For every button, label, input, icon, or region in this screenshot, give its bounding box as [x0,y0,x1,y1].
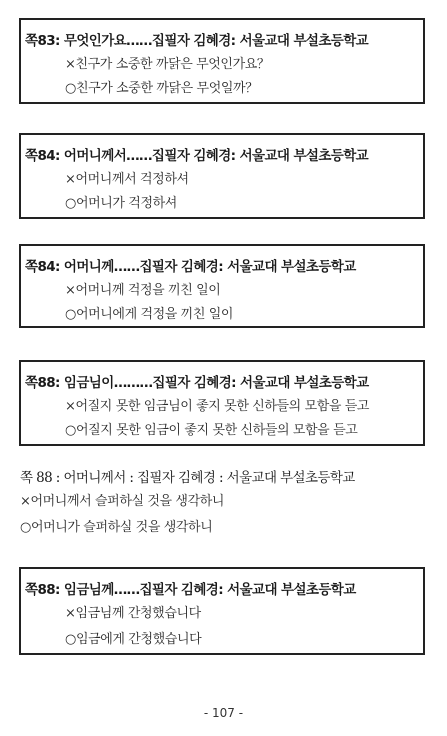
entry-correct: ○임금에게 간청했습니다 [65,632,202,647]
entry-correct: ○친구가 소중한 까닭은 무엇일까？ [65,81,258,96]
entry-wrong: ×어머니께 걱정을 끼친 일이 [65,283,221,298]
entry-wrong: ×임금님께 간청했습니다 [65,606,201,621]
entry-header-unboxed: 쪽 88 : 어머니께서 : 집필자 김혜경 : 서울교대 부설초등학교 [20,470,355,486]
entry-correct: ○어머니에게 걱정을 끼친 일이 [65,307,234,322]
entry-header: 쪽83: 무엇인가요……집필자 김혜경: 서울교대 부설초등학교 [25,33,369,49]
entry-wrong: ×어머니께서 걱정하셔 [65,172,189,187]
entry-header: 쪽88: 임금님께……집필자 김혜경: 서울교대 부설초등학교 [25,582,356,598]
entry-wrong: ×어질지 못한 임금님이 좋지 못한 신하들의 모함을 듣고 [65,399,370,414]
entry-header: 쪽84: 어머니께서……집필자 김혜경: 서울교대 부설초등학교 [25,148,369,164]
entry-wrong: ×친구가 소중한 까닭은 무엇인가요？ [65,57,270,72]
correction-box-1 [19,18,425,104]
correction-box-2 [19,133,425,219]
entry-correct: ○어머니가 걱정하셔 [65,196,177,211]
entry-wrong-unboxed: ×어머니께서 슬퍼하실 것을 생각하니 [20,494,225,509]
correction-box-5 [19,567,425,655]
correction-box-4 [19,360,425,446]
entry-header: 쪽88: 임금님이………집필자 김혜경: 서울교대 부설초등학교 [25,375,369,391]
entry-correct-unboxed: ○어머니가 슬퍼하실 것을 생각하니 [20,520,213,535]
correction-box-3 [19,244,425,328]
page-number: - 107 - [203,706,244,720]
entry-correct: ○어질지 못한 임금이 좋지 못한 신하들의 모함을 듣고 [65,423,358,438]
entry-header: 쪽84: 어머니께……집필자 김혜경: 서울교대 부설초등학교 [25,259,356,275]
